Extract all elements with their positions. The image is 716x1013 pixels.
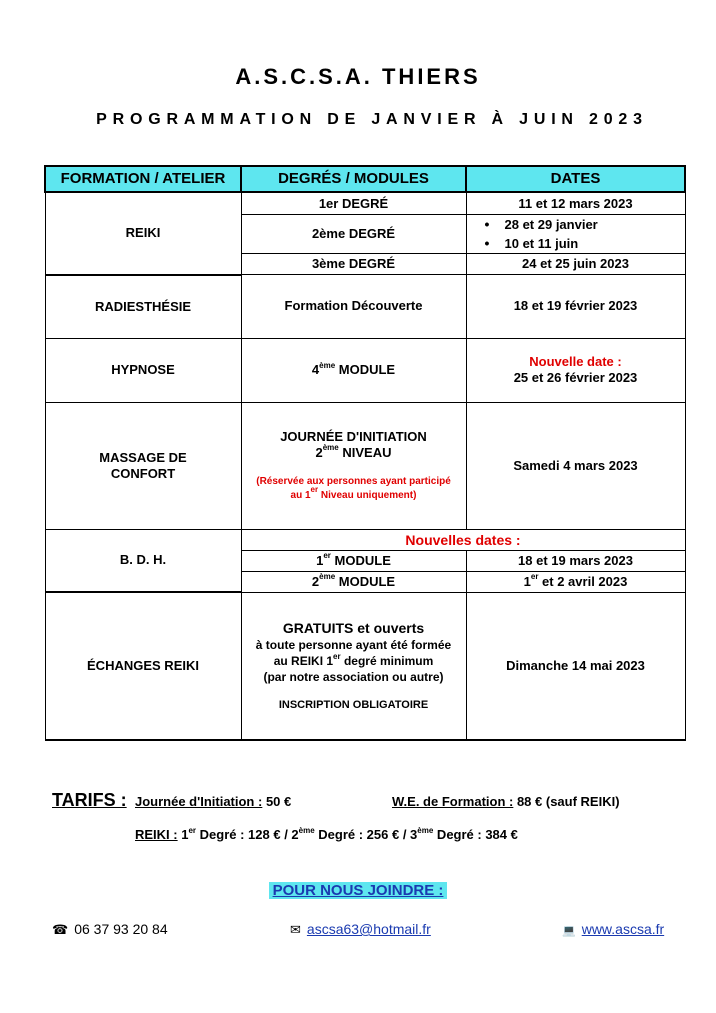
contact-email[interactable] — [290, 921, 431, 938]
contact-title — [0, 882, 716, 899]
module-text: MODULE — [330, 552, 391, 568]
module-text: MODULE — [335, 573, 396, 589]
formation-bdh: B. D. H. — [45, 529, 241, 592]
module-number: 2 — [315, 444, 323, 460]
initiation-value: 50 € — [262, 794, 292, 809]
computer-icon: 💻 — [562, 925, 576, 937]
table-row — [45, 402, 685, 529]
date-cell — [466, 571, 685, 592]
date-list — [471, 215, 681, 253]
module-number: 4 — [311, 362, 320, 377]
date-cell: Dimanche 14 mai 2023 — [466, 592, 685, 740]
phone-number: 06 37 93 20 84 — [74, 921, 168, 937]
note-line: (Réservée aux personnes ayant participé — [256, 475, 451, 487]
date-text: 25 et 26 février 2023 — [513, 370, 638, 385]
reservation-note — [246, 475, 462, 503]
date-cell — [466, 215, 685, 254]
table-row — [45, 338, 685, 402]
new-dates-note: Nouvelles dates : — [241, 529, 685, 550]
col-header-modules: DEGRÉS / MODULES — [241, 166, 466, 192]
module-cell: 1er DEGRÉ — [241, 192, 466, 215]
tarifs-label: TARIFS : — [52, 790, 127, 810]
module-cell — [241, 338, 466, 402]
table-row — [45, 529, 685, 550]
module-number: 1 — [316, 552, 324, 568]
price-text: Degré : 384 € — [433, 827, 518, 842]
email-link[interactable]: ascsa63@hotmail.fr — [306, 921, 431, 937]
module-sup: ème — [319, 572, 336, 582]
price-sup: er — [188, 825, 197, 835]
we-value: 88 € (sauf REIKI) — [513, 794, 620, 809]
col-header-dates: DATES — [466, 166, 685, 192]
table-header-row — [45, 166, 685, 192]
price-text: Degré : 128 € / 2 — [196, 827, 299, 842]
module-number: 2 — [311, 573, 320, 589]
module-sup: ème — [322, 443, 339, 453]
module-text: au REIKI 1 — [273, 653, 334, 668]
date-cell: 18 et 19 mars 2023 — [466, 550, 685, 571]
date-cell: Samedi 4 mars 2023 — [466, 402, 685, 529]
formation-name-line: CONFORT — [110, 465, 176, 481]
table-row — [45, 275, 685, 339]
phone-icon: ☎ — [52, 922, 69, 937]
date-cell: 11 et 12 mars 2023 — [466, 192, 685, 215]
date-sup: er — [530, 572, 539, 582]
price-sup: ème — [417, 825, 434, 835]
date-cell: 24 et 25 juin 2023 — [466, 254, 685, 275]
module-cell: 2ème DEGRÉ — [241, 215, 466, 254]
programme-table — [44, 165, 686, 741]
formation-reiki: REIKI — [45, 192, 241, 275]
module-cell — [241, 592, 466, 740]
new-date-note: Nouvelle date : — [529, 354, 622, 369]
module-sup: er — [333, 651, 341, 661]
date-cell — [466, 338, 685, 402]
note-text: Niveau uniquement) — [318, 489, 417, 501]
list-item: • 10 et 11 juin — [483, 234, 681, 253]
date-cell: 18 et 19 février 2023 — [466, 275, 685, 339]
formation-name-line: MASSAGE DE — [99, 449, 187, 465]
table-row — [45, 592, 685, 740]
note-sup: er — [310, 485, 319, 495]
module-line: GRATUITS et ouverts — [282, 619, 425, 636]
module-cell: 3ème DEGRÉ — [241, 254, 466, 275]
contact-website[interactable] — [562, 921, 664, 937]
website-link[interactable]: www.ascsa.fr — [581, 921, 665, 937]
module-sup: ème — [319, 360, 336, 370]
module-cell — [241, 571, 466, 592]
formation-massage — [45, 402, 241, 529]
reiki-label: REIKI : — [135, 827, 178, 842]
contact-title-text: POUR NOUS JOINDRE : — [269, 882, 448, 899]
initiation-price — [135, 794, 291, 809]
envelope-icon: ✉ — [290, 922, 301, 937]
module-text: MODULE — [335, 362, 396, 377]
module-text: NIVEAU — [338, 444, 392, 460]
module-cell: Formation Découverte — [241, 275, 466, 339]
page-title: A.S.C.S.A. THIERS — [235, 64, 481, 89]
table-row — [45, 192, 685, 215]
module-line: (par notre association ou autre) — [263, 669, 444, 684]
module-line: JOURNÉE D'INITIATION — [280, 428, 427, 444]
module-sup: er — [323, 551, 331, 561]
price-text: 1 — [177, 827, 189, 842]
we-price — [392, 794, 620, 809]
note-text: au 1 — [290, 489, 311, 501]
price-sup: ème — [298, 825, 315, 835]
price-text: Degré : 256 € / 3 — [314, 827, 418, 842]
formation-echanges: ÉCHANGES REIKI — [45, 592, 241, 740]
module-cell — [241, 550, 466, 571]
col-header-formation: FORMATION / ATELIER — [45, 166, 241, 192]
contact-phone — [52, 921, 168, 938]
module-line: INSCRIPTION OBLIGATOIRE — [278, 698, 429, 711]
initiation-label: Journée d'Initiation : — [135, 794, 263, 809]
page-subtitle: PROGRAMMATION DE JANVIER À JUIN 2023 — [96, 111, 648, 128]
formation-radiesthesie: RADIESTHÉSIE — [45, 275, 241, 339]
formation-hypnose: HYPNOSE — [45, 338, 241, 402]
module-cell — [241, 402, 466, 529]
module-line: à toute personne ayant été formée — [255, 637, 452, 652]
date-text: et 2 avril 2023 — [538, 573, 628, 589]
list-item: • 28 et 29 janvier — [483, 215, 681, 234]
we-label: W.E. de Formation : — [392, 794, 514, 809]
module-text: degré minimum — [340, 653, 434, 668]
date-number: 1 — [523, 573, 531, 589]
reiki-prices — [135, 827, 518, 842]
